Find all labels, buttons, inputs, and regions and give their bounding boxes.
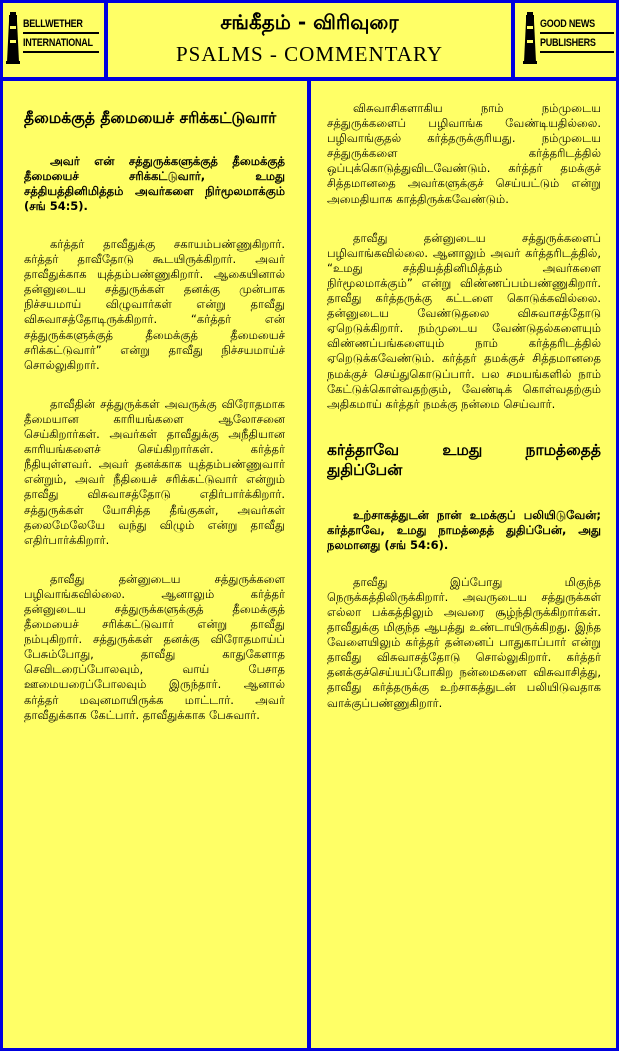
body-paragraph: விசுவாசிகளாகிய நாம் நம்முடைய சத்துருக்களைப் பழிவாங்க வேண்டியதில்லை. பழிவாங்குதல் கர்த்தருக்குரியது. நம்முடைய சத்துருக்களை கர்த்தரிடத்தில் ஒப்புக்கொடுத்துவிடவேண்டும். கர்த்தர் தமக்குச் சித்தமானதை அவர்களுக்குச் செய்யட்டும் என்று அமைதியாக காத்திருக்கவேண்டும்.	[327, 101, 601, 206]
verse-quote: உற்சாகத்துடன் நான் உமக்குப் பலியிடுவேன்; கர்த்தாவே, உமது நாமத்தைத் துதிப்பேன், அது நலமானது (சங் 54:6).	[327, 507, 601, 552]
good-news-line2: PUBLISHERS	[540, 37, 596, 49]
section-heading: கர்த்தாவே உமது நாமத்தைத் துதிப்பேன்	[327, 440, 601, 479]
bellwether-logo	[0, 0, 108, 77]
section-heading: தீமைக்குத் தீமையைச் சரிக்கட்டுவார்	[24, 109, 277, 127]
bellwether-line2: INTERNATIONAL	[23, 37, 93, 49]
good-news-line1: GOOD NEWS	[540, 18, 595, 30]
left-column	[0, 81, 311, 1048]
logo-divider	[23, 32, 99, 34]
logo-divider	[540, 51, 614, 53]
page-title-tamil: சங்கீதம் - விரிவுரை	[220, 10, 399, 34]
good-news-logo	[511, 0, 619, 77]
body-paragraph: தாவீது தன்னுடைய சத்துருக்களை பழிவாங்கவில்லை. ஆனாலும் கர்த்தர் தன்னுடைய சத்துருக்களுக்குத் தீமைக்குத் தீமையைச் சரிக்கட்டுவார் என்று தாவீது நம்புகிறார். சத்துருக்கள் தனக்கு விரோதமாய்ப் பேசும்போது, தாவீது காதுகேளாத செவிடரைப்போலவும், வாய் பேசாத ஊமையரைப்போலவும் இருந்தார். ஆனால் கர்த்தர் மவுனமாயிருக்க மாட்டார். அவர் தாவீதுக்காக கேட்பார். தாவீதுக்காக பேசுவார்.	[24, 571, 285, 722]
page-title-english: PSALMS - COMMENTARY	[175, 42, 444, 66]
body-paragraph: தாவீதின் சத்துருக்கள் அவருக்கு விரோதமாக தீமையான காரியங்களை ஆலோசனை செய்கிறார்கள். அவர்கள் தாவீதுக்கு அநீதியான காரியங்களைச் செய்கிறார்கள். கர்த்தர் நீதியுள்ளவர். அவர் தனக்காக யுத்தம்பண்ணுவார் என்றும், அவர் நீதியைச் சரிக்கட்டுவார் என்றும் தாவீது விசுவாசத்தோடு எதிர்பார்க்கிறார். சத்துருக்கள் யோசித்த தீங்குகள், அவர்கள் தலைமேலேயே வந்து விழும் என்று தாவீது எதிர்பார்க்கிறார்.	[24, 396, 285, 547]
title-area	[108, 0, 511, 77]
lighthouse-icon	[523, 12, 537, 64]
lighthouse-icon	[6, 12, 20, 64]
verse-quote: அவர் என் சத்துருக்களுக்குத் தீமைக்குத் தீமையைச் சரிக்கட்டுவார், உமது சத்தியத்தினிமித்தம் அவர்களை நிர்மூலமாக்கும் (சங் 54:5).	[24, 154, 285, 213]
body-paragraph: தாவீது இப்போது மிகுந்த நெருக்கத்திலிருக்கிறார். அவருடைய சத்துருக்கள் எல்லா பக்கத்திலும் அவரை சூழ்ந்திருக்கிறார்கள். தாவீதுக்கு மிகுந்த ஆபத்து உண்டாயிருக்கிறது. இந்த வேளையிலும் கர்த்தர் தன்னைப் பாதுகாப்பார் என்று தாவீது விசுவாசத்தோடு சொல்லுகிறார். கர்த்தர் தனக்குச்செய்யப்போகிற நன்மைகளை விசுவாசித்து, தாவீது கர்த்தருக்கு உற்சாகத்துடன் பலியிடுவதாக வாக்குப்பண்ணுகிறார்.	[327, 574, 601, 710]
logo-divider	[540, 32, 614, 34]
logo-divider	[23, 51, 99, 53]
page-header	[0, 0, 619, 81]
body-paragraph: கர்த்தர் தாவீதுக்கு சகாயம்பண்ணுகிறார். கர்த்தர் தாவீதோடு கூடயிருக்கிறார். அவர் தாவீதுக்காக யுத்தம்பண்ணுகிறார். ஆகையினால் தன்னுடைய சத்துருக்கள் தனக்கு முன்பாக நிச்சயமாய் விழுவார்கள் என்று தாவீது விசுவாசத்தோடிருக்கிறார். “கர்த்தர் என் சத்துருக்களுக்குத் தீமைக்குத் தீமையைச் சரிக்கட்டுவார்” என்று தாவீது நிச்சயமாய்ச் சொல்லுகிறார்.	[24, 237, 285, 372]
bellwether-line1: BELLWETHER	[23, 18, 83, 30]
body-paragraph: தாவீது தன்னுடைய சத்துருக்களைப் பழிவாங்கவில்லை. ஆனாலும் அவர் கர்த்தரிடத்தில், “உமது சத்தியத்தினிமித்தம் அவர்களை நிர்மூலமாக்கும்” என்று விண்ணப்பம்பண்ணுகிறார். தாவீது கர்த்தருக்கு கட்டளை கொடுக்கவில்லை. தன்னுடைய வேண்டுதலை விசுவாசத்தோடு ஏறெடுக்கிறார். நம்முடைய வேண்டுதல்களையும் விண்ணப்பங்களையும் நாம் கர்த்தரிடத்தில் ஏறெடுக்கவேண்டும். கர்த்தர் தமக்குச் சித்தமானதை நமக்குச் செய்துகொடுப்பார். பல சமயங்களில் நாம் கேட்டுக்கொள்வதற்கும், வேண்டிக் கொள்வதற்கும் அதிகமாய் கர்த்தர் நமக்கு நன்மை செய்வார்.	[327, 230, 601, 411]
right-column	[311, 81, 619, 1048]
